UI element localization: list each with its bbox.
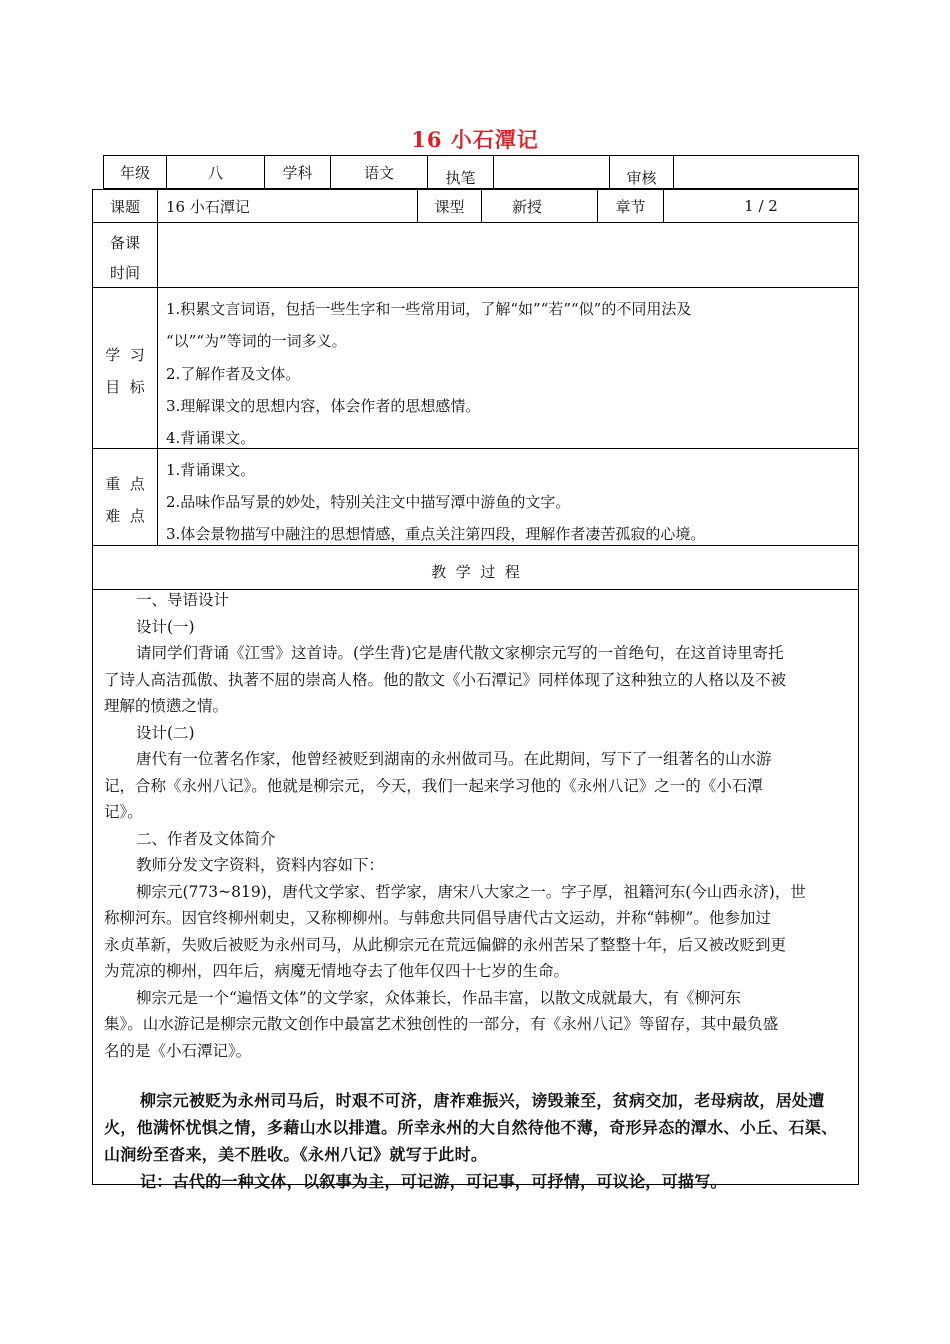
subject-label: 学科 <box>282 163 313 182</box>
key-point-line: 2.品味作品写景的妙处，特别关注文中描写潭中游鱼的文字。 <box>166 493 571 511</box>
goal-line: 3.理解课文的思想内容，体会作者的思想感情。 <box>166 396 481 415</box>
bold-note-line: 火，他满怀忧惧之情，多藉山水以排遣。所幸永州的大自然待他不薄，奇形异态的潭水、小丘、石渠、 <box>104 1118 838 1137</box>
writer-label: 执笔 <box>445 168 476 187</box>
prep-time-label-2: 时间 <box>109 263 140 282</box>
chapter-value: 1 / 2 <box>744 197 778 215</box>
bold-note-line: 柳宗元被贬为永州司马后，时艰不可济，唐祚难振兴，谤毁兼至，贫病交加，老母病故，居处遭 <box>140 1091 825 1110</box>
bold-note-line: 山涧纷至沓来，美不胜收。《永州八记》就写于此时。 <box>104 1145 488 1164</box>
paragraph-line: 了诗人高洁孤傲、执著不屈的崇高人格。他的散文《小石潭记》同样体现了这种独立的人格以及不被 <box>104 670 787 689</box>
key-point-line: 3.体会景物描写中融注的思想情感，重点关注第四段，理解作者凄苦孤寂的心境。 <box>166 525 706 543</box>
paragraph-line: 唐代有一位著名作家，他曾经被贬到湖南的永州做司马。在此期间，写下了一组著名的山水游 <box>136 750 772 768</box>
key-points-label-1: 重 点 <box>105 474 145 493</box>
bold-note-line: 记：古代的一种文体，以叙事为主，可记游，可记事，可抒情，可议论，可描写。 <box>140 1172 727 1191</box>
topic-label: 课题 <box>109 197 140 216</box>
process-body <box>104 587 854 1064</box>
review-value <box>674 157 858 187</box>
review-label: 审核 <box>626 168 657 187</box>
process-header: 教 学 过 程 <box>431 562 520 581</box>
key-points-list <box>166 454 856 550</box>
topic-value: 16 小石潭记 <box>166 197 250 216</box>
paragraph-line: 集》。山水游记是柳宗元散文创作中最富艺术独创性的一部分，有《永州八记》等留存，其中最负盛 <box>104 1015 779 1033</box>
paragraph-line: 理解的愤懑之情。 <box>104 697 229 715</box>
goal-line: 2.了解作者及文体。 <box>166 364 301 383</box>
paragraph-line: 永贞革新，失败后被贬为永州司马，从此柳宗元在荒远偏僻的永州苦呆了整整十年，后又被改贬到更 <box>104 935 787 954</box>
grade-value: 八 <box>207 163 223 182</box>
writer-value <box>494 157 609 187</box>
goals-label-1: 学 习 <box>105 345 145 364</box>
paragraph-line: 为荒凉的柳州，四年后，病魔无情地夺去了他年仅四十七岁的生命。 <box>104 962 570 980</box>
goals-list <box>166 293 856 454</box>
goals-label-2: 目 标 <box>105 377 145 396</box>
type-label: 课型 <box>434 197 465 216</box>
goal-line: 4.背诵课文。 <box>166 429 256 448</box>
type-value: 新授 <box>511 197 542 216</box>
section-heading: 一、导语设计 <box>136 591 230 609</box>
key-point-line: 1.背诵课文。 <box>166 461 256 479</box>
section-heading: 二、作者及文体简介 <box>136 829 276 848</box>
paragraph-line: 称柳河东。因官终柳州刺史，又称柳柳州。与韩愈共同倡导唐代古文运动，并称“韩柳”。他参加过 <box>104 909 771 927</box>
document-title: 16 小石潭记 <box>411 127 539 152</box>
goal-line: 1.积累文言词语，包括一些生字和一些常用词，了解“如”“若”“似”的不同用法及 <box>166 300 692 318</box>
grade-label: 年级 <box>119 163 150 182</box>
design-label: 设计(一) <box>136 617 195 636</box>
paragraph-line: 名的是《小石潭记》。 <box>104 1041 252 1060</box>
paragraph-line: 教师分发文字资料，资料内容如下： <box>136 856 385 874</box>
paragraph-line: 记》。 <box>104 803 143 821</box>
paragraph-line: 记，合称《永州八记》。他就是柳宗元，今天，我们一起来学习他的《永州八记》之一的《小石潭 <box>104 776 763 795</box>
prep-time-label-1: 备课 <box>109 233 140 252</box>
key-points-label-2: 难 点 <box>105 506 145 525</box>
subject-value: 语文 <box>363 163 394 182</box>
paragraph-line: 柳宗元是一个“遍悟文体”的文学家，众体兼长，作品丰富，以散文成就最大，有《柳河东 <box>136 988 741 1007</box>
design-label: 设计(二) <box>136 723 195 742</box>
paragraph-line: 请同学们背诵《江雪》这首诗。(学生背)它是唐代散文家柳宗元写的一首绝句，在这首诗里寄托 <box>136 644 784 662</box>
paragraph-line: 柳宗元(773~819)，唐代文学家、哲学家，唐宋八大家之一。字子厚，祖籍河东(今山西永济)，世 <box>136 882 806 901</box>
bold-note <box>104 1087 854 1195</box>
chapter-label: 章节 <box>615 197 646 216</box>
goal-line: “以”“为”等词的一词多义。 <box>166 332 347 351</box>
